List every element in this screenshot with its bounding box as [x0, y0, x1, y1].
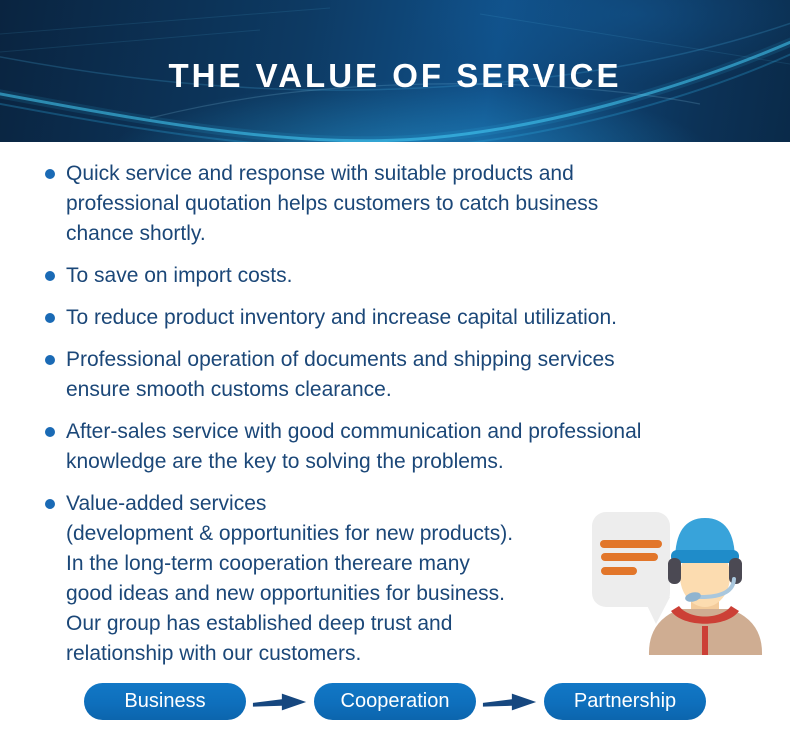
- text-line: good ideas and new opportunities for business.: [66, 582, 505, 605]
- list-item-text: [66, 303, 617, 333]
- customer-support-illustration: [583, 497, 790, 669]
- page-title: THE VALUE OF SERVICE: [168, 57, 622, 94]
- text-line: To reduce product inventory and increase capital utilization.: [66, 306, 617, 329]
- text-line: ensure smooth customs clearance.: [66, 378, 392, 401]
- text-line: After-sales service with good communication and professional: [66, 420, 642, 443]
- bullet-dot-icon: [45, 169, 55, 179]
- list-item: [45, 303, 770, 333]
- bullet-dot-icon: [45, 355, 55, 365]
- list-item: [45, 345, 770, 405]
- list-item-text: [66, 417, 641, 477]
- header-banner: [0, 0, 790, 142]
- list-item: [45, 417, 770, 477]
- text-line: Value-added services: [66, 492, 267, 515]
- flow-step-partnership: Partnership: [544, 683, 706, 720]
- list-item-text: [66, 345, 615, 405]
- list-item-text: [66, 159, 598, 249]
- list-item: [45, 261, 770, 291]
- bullet-dot-icon: [45, 313, 55, 323]
- flow-step-cooperation: Cooperation: [314, 683, 476, 720]
- text-line: Our group has established deep trust and: [66, 612, 453, 635]
- list-item-text: [66, 261, 292, 291]
- bullet-dot-icon: [45, 427, 55, 437]
- text-line: To save on import costs.: [66, 264, 293, 287]
- arrow-right-icon: [482, 687, 538, 717]
- text-line: professional quotation helps customers to catch business: [66, 192, 599, 215]
- bullet-dot-icon: [45, 271, 55, 281]
- list-item: [45, 159, 770, 249]
- text-line: Quick service and response with suitable products and: [66, 162, 574, 185]
- text-line: chance shortly.: [66, 222, 206, 245]
- text-line: relationship with our customers.: [66, 642, 362, 665]
- text-line: (development & opportunities for new products).: [66, 522, 514, 545]
- speech-bubble-icon: [592, 512, 670, 624]
- text-line: knowledge are the key to solving the problems.: [66, 450, 504, 473]
- list-item-text: [66, 489, 513, 669]
- flow-step-business: Business: [84, 683, 246, 720]
- text-line: Professional operation of documents and shipping services: [66, 348, 615, 371]
- business-flow: [0, 683, 790, 720]
- bullet-dot-icon: [45, 499, 55, 509]
- text-line: In the long-term cooperation thereare many: [66, 552, 470, 575]
- arrow-right-icon: [252, 687, 308, 717]
